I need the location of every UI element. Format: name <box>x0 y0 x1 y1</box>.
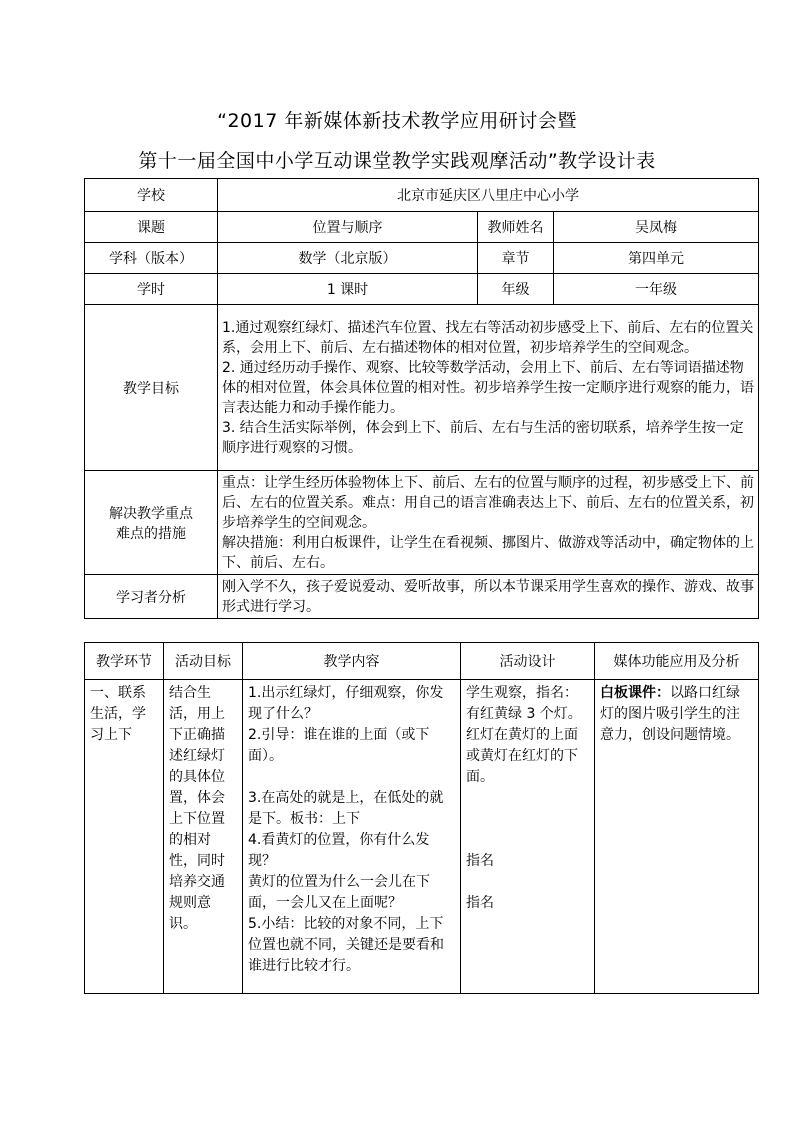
learner-label: 学习者分析 <box>85 575 218 619</box>
table-row <box>85 305 759 471</box>
goals-label: 教学目标 <box>85 305 218 471</box>
keypoints-label-line1: 解决教学重点 <box>109 505 193 522</box>
table-row <box>85 471 759 575</box>
table-row <box>85 274 759 305</box>
teacher-label: 教师姓名 <box>478 212 554 243</box>
topic-value: 位置与顺序 <box>218 212 478 243</box>
keypoint-item: 重点：让学生经历体验物体上下、前后、左右的位置与顺序的过程，初步感受上下、前后、左右的位置关系。难点：用自己的语言准确表达上下、前后、左右的位置关系，初步培养学生的空间观念。 <box>222 474 754 531</box>
media-text: 以路口红绿灯的图片吸引学生的注意力，创设问题情境。 <box>600 685 740 743</box>
media-label: 白板课件： <box>600 685 670 701</box>
subject-value: 数学（北京版） <box>218 243 478 274</box>
table-row <box>85 575 759 619</box>
keypoints-label-line2: 难点的措施 <box>116 525 186 542</box>
content-item: 4.看黄灯的位置，你有什么发现？ <box>248 832 430 869</box>
table-row <box>85 212 759 243</box>
content-item: 3.在高处的就是上，在低处的就是下。板书：上下 <box>248 790 444 827</box>
goals-content <box>218 305 759 471</box>
grade-value: 一年级 <box>554 274 759 305</box>
school-label: 学校 <box>85 179 218 212</box>
hours-value: 1 课时 <box>218 274 478 305</box>
content-cell <box>243 680 461 994</box>
content-item: 2.引导：谁在谁的上面（或下面）。 <box>248 727 430 764</box>
design-item: 学生观察，指名：有红黄绿 3 个灯。 <box>466 685 582 722</box>
process-table <box>84 642 759 994</box>
grade-label: 年级 <box>478 274 554 305</box>
keypoint-item: 解决措施：利用白板课件，让学生在看视频、挪图片、做游戏等活动中，确定物体的上下、前后、左右。 <box>222 534 754 571</box>
goal-item: 1.通过观察红绿灯、描述汽车位置、找左右等活动初步感受上下、前后、左右的位置关系，会用上下、前后、左右描述物体的相对位置，初步培养学生的空间观念。 <box>222 319 754 356</box>
table-row <box>85 243 759 274</box>
content-item: 黄灯的位置为什么一会儿在下面，一会儿又在上面呢？ <box>248 874 430 911</box>
header-media: 媒体功能应用及分析 <box>595 643 759 680</box>
teacher-value: 吴凤梅 <box>554 212 759 243</box>
keypoints-label <box>85 471 218 575</box>
learner-content: 刚入学不久，孩子爱说爱动、爱听故事，所以本节课采用学生喜欢的操作、游戏、故事形式进行学习。 <box>218 575 759 619</box>
stage-cell: 一、联系生活，学习上下 <box>85 680 164 994</box>
document-title-line1: “2017 年新媒体新技术教学应用研讨会暨 <box>217 110 577 132</box>
design-item: 指名 <box>466 895 494 911</box>
design-item: 红灯在黄灯的上面或黄灯在红灯的下面。 <box>466 727 578 785</box>
info-table <box>84 178 759 619</box>
media-cell <box>595 680 759 994</box>
topic-label: 课题 <box>85 212 218 243</box>
header-goal: 活动目标 <box>164 643 243 680</box>
content-item: 1.出示红绿灯，仔细观察，你发现了什么？ <box>248 685 444 722</box>
table-row <box>85 179 759 212</box>
header-content: 教学内容 <box>243 643 461 680</box>
school-value: 北京市延庆区八里庄中心小学 <box>218 179 759 212</box>
goal-cell: 结合生活，用上下正确描述红绿灯的具体位置，体会上下位置的相对性，同时培养交通规则意识。 <box>164 680 243 994</box>
goal-item: 2. 通过经历动手操作、观察、比较等数学活动，会用上下、前后、左右等词语描述物体的相对位置，体会具体位置的相对性。初步培养学生按一定顺序进行观察的能力，语言表达能力和动手操作能力。 <box>222 359 754 416</box>
table-header-row <box>85 643 759 680</box>
design-item: 指名 <box>466 853 494 869</box>
header-design: 活动设计 <box>461 643 595 680</box>
table-row <box>85 680 759 994</box>
subject-label: 学科（版本） <box>85 243 218 274</box>
document-title-line2: 第十一届全国中小学互动课堂教学实践观摩活动”教学设计表 <box>138 150 656 172</box>
header-stage: 教学环节 <box>85 643 164 680</box>
content-item: 5.小结：比较的对象不同，上下位置也就不同，关键还是要看和谁进行比较才行。 <box>248 916 444 974</box>
goal-item: 3. 结合生活实际举例，体会到上下、前后、左右与生活的密切联系，培养学生按一定顺序进行观察的习惯。 <box>222 419 744 456</box>
chapter-label: 章节 <box>478 243 554 274</box>
hours-label: 学时 <box>85 274 218 305</box>
keypoints-content <box>218 471 759 575</box>
design-cell <box>461 680 595 994</box>
chapter-value: 第四单元 <box>554 243 759 274</box>
